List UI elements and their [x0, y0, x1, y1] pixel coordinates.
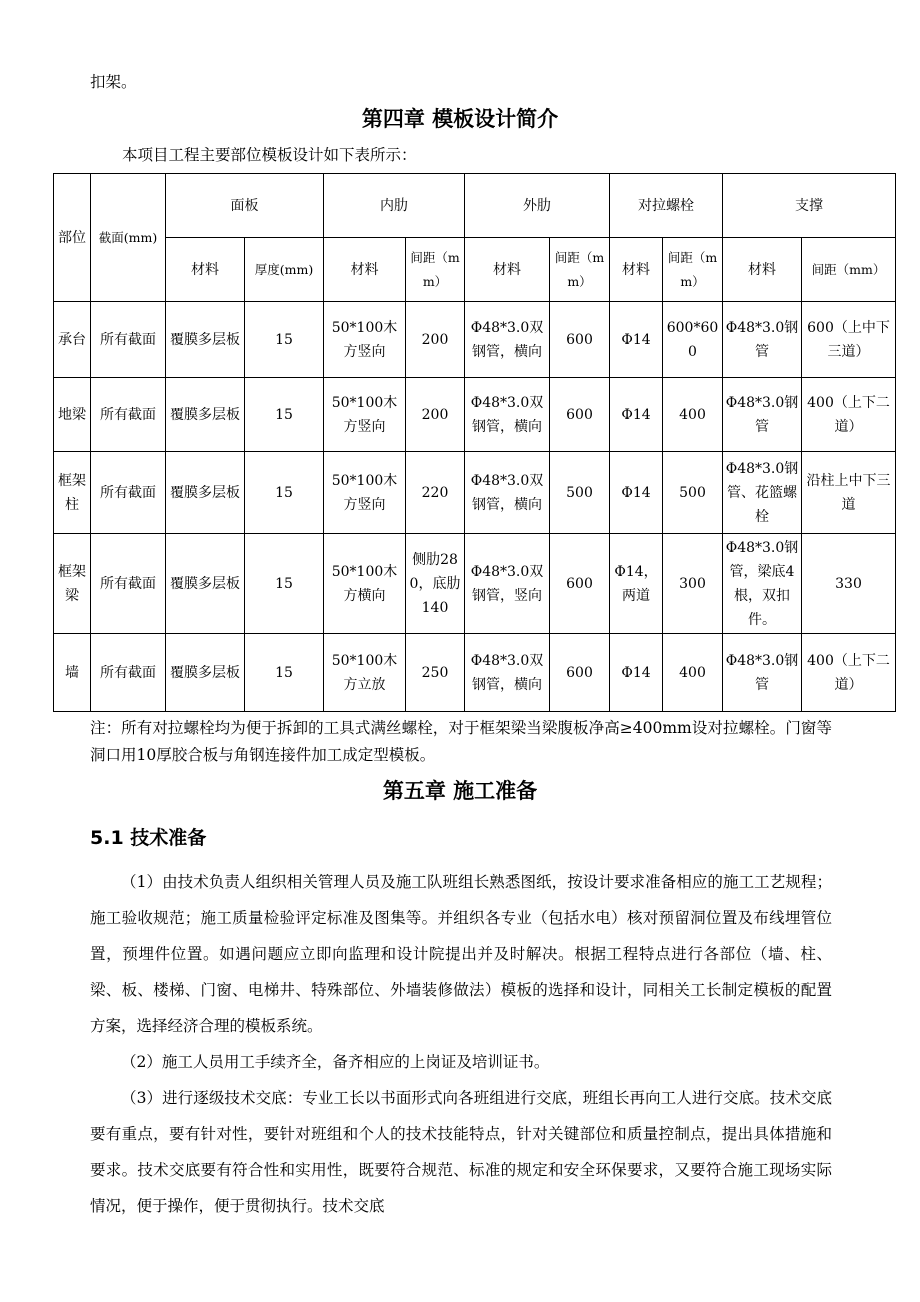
header-inner-spacing: 间距（mm） [406, 238, 465, 302]
header-panel-material: 材料 [166, 238, 245, 302]
header-support: 支撑 [723, 174, 896, 238]
cell-part: 框架柱 [54, 452, 91, 534]
header-bolt-spacing: 间距（mm） [663, 238, 723, 302]
cell-bolt-material: Φ14 [610, 452, 663, 534]
header-panel-thickness: 厚度(mm) [245, 238, 324, 302]
cell-outer-spacing: 600 [550, 302, 610, 378]
table-header-row-2 [54, 238, 896, 302]
header-part: 部位 [54, 174, 91, 302]
cell-support-spacing: 400（上下二道） [802, 378, 896, 452]
chapter-4-intro: 本项目工程主要部位模板设计如下表所示： [122, 146, 417, 164]
cell-bolt-spacing: 400 [663, 378, 723, 452]
cell-support-spacing: 400（上下二道） [802, 634, 896, 712]
cell-bolt-material: Φ14 [610, 634, 663, 712]
cell-outer-material: Φ48*3.0双钢管，竖向 [465, 534, 550, 634]
cell-panel-material: 覆膜多层板 [166, 452, 245, 534]
cell-outer-spacing: 600 [550, 378, 610, 452]
formwork-spec-table [53, 173, 896, 712]
cell-inner-spacing: 侧肋280，底肋140 [406, 534, 465, 634]
cell-inner-material: 50*100木方竖向 [324, 452, 406, 534]
paragraph-1: （1）由技术负责人组织相关管理人员及施工队班组长熟悉图纸，按设计要求准备相应的施工工艺规程；施工验收规范；施工质量检验评定标准及图集等。并组织各专业（包括水电）核对预留洞位置及布线埋管位置，预埋件位置。如遇问题应立即向监理和设计院提出并及时解决。根据工程特点进行各部位（墙、柱、梁、板、楼梯、门窗、电梯井、特殊部位、外墙装修做法）模板的选择和设计，同相关工长制定模板的配置方案，选择经济合理的模板系统。 [90, 873, 832, 1035]
cell-section: 所有截面 [91, 634, 166, 712]
cell-bolt-spacing: 400 [663, 634, 723, 712]
cell-support-spacing: 600（上中下三道） [802, 302, 896, 378]
table-header-row-1 [54, 174, 896, 238]
cell-outer-spacing: 600 [550, 634, 610, 712]
cell-thickness: 15 [245, 302, 324, 378]
cell-inner-material: 50*100木方横向 [324, 534, 406, 634]
cell-section: 所有截面 [91, 302, 166, 378]
header-outer-spacing: 间距（mm） [550, 238, 610, 302]
header-support-spacing: 间距（mm） [802, 238, 896, 302]
cell-bolt-spacing: 300 [663, 534, 723, 634]
chapter-5-title: 第五章 施工准备 [382, 779, 538, 803]
cell-inner-spacing: 220 [406, 452, 465, 534]
table-row [54, 378, 896, 452]
cell-part: 地梁 [54, 378, 91, 452]
cell-inner-spacing: 200 [406, 302, 465, 378]
cell-support-spacing: 沿柱上中下三道 [802, 452, 896, 534]
header-section: 截面(mm) [91, 174, 166, 302]
top-fragment-text: 扣架。 [90, 73, 137, 91]
cell-panel-material: 覆膜多层板 [166, 302, 245, 378]
cell-outer-material: Φ48*3.0双钢管，横向 [465, 452, 550, 534]
cell-inner-spacing: 200 [406, 378, 465, 452]
cell-section: 所有截面 [91, 378, 166, 452]
cell-thickness: 15 [245, 452, 324, 534]
cell-panel-material: 覆膜多层板 [166, 634, 245, 712]
cell-bolt-spacing: 500 [663, 452, 723, 534]
cell-bolt-material: Φ14，两道 [610, 534, 663, 634]
cell-outer-spacing: 600 [550, 534, 610, 634]
cell-support-material: Φ48*3.0钢管，梁底4根，双扣件。 [723, 534, 802, 634]
section-5-1-title: 5.1 技术准备 [90, 827, 207, 849]
cell-support-spacing: 330 [802, 534, 896, 634]
cell-section: 所有截面 [91, 534, 166, 634]
cell-outer-material: Φ48*3.0双钢管，横向 [465, 378, 550, 452]
cell-inner-spacing: 250 [406, 634, 465, 712]
cell-support-material: Φ48*3.0钢管 [723, 634, 802, 712]
cell-part: 承台 [54, 302, 91, 378]
header-inner-rib: 内肋 [324, 174, 465, 238]
table-note: 注：所有对拉螺栓均为便于拆卸的工具式满丝螺栓，对于框架梁当梁腹板净高≥400mm设对拉螺栓。门窗等洞口用10厚胶合板与角钢连接件加工成定型模板。 [90, 719, 832, 764]
cell-thickness: 15 [245, 378, 324, 452]
cell-thickness: 15 [245, 534, 324, 634]
cell-section: 所有截面 [91, 452, 166, 534]
cell-bolt-spacing: 600*600 [663, 302, 723, 378]
table-row [54, 634, 896, 712]
cell-support-material: Φ48*3.0钢管 [723, 302, 802, 378]
paragraph-2: （2）施工人员用工手续齐全，备齐相应的上岗证及培训证书。 [121, 1053, 550, 1071]
header-inner-material: 材料 [324, 238, 406, 302]
cell-panel-material: 覆膜多层板 [166, 378, 245, 452]
cell-inner-material: 50*100木方立放 [324, 634, 406, 712]
cell-outer-material: Φ48*3.0双钢管，横向 [465, 302, 550, 378]
cell-outer-spacing: 500 [550, 452, 610, 534]
table-row [54, 452, 896, 534]
cell-part: 墙 [54, 634, 91, 712]
cell-panel-material: 覆膜多层板 [166, 534, 245, 634]
header-panel: 面板 [166, 174, 324, 238]
header-outer-material: 材料 [465, 238, 550, 302]
cell-bolt-material: Φ14 [610, 302, 663, 378]
paragraph-3: （3）进行逐级技术交底：专业工长以书面形式向各班组进行交底，班组长再向工人进行交底。技术交底要有重点，要有针对性，要针对班组和个人的技术技能特点，针对关键部位和质量控制点，提出具体措施和要求。技术交底要有符合性和实用性，既要符合规范、标准的规定和安全环保要求，又要符合施工现场实际情况，便于操作，便于贯彻执行。技术交底 [90, 1089, 832, 1215]
header-bolt: 对拉螺栓 [610, 174, 723, 238]
cell-bolt-material: Φ14 [610, 378, 663, 452]
header-bolt-material: 材料 [610, 238, 663, 302]
cell-support-material: Φ48*3.0钢管、花篮螺栓 [723, 452, 802, 534]
table-row [54, 302, 896, 378]
header-outer-rib: 外肋 [465, 174, 610, 238]
cell-part: 框架梁 [54, 534, 91, 634]
table-row [54, 534, 896, 634]
chapter-4-title: 第四章 模板设计简介 [361, 107, 559, 131]
cell-inner-material: 50*100木方竖向 [324, 302, 406, 378]
cell-support-material: Φ48*3.0钢管 [723, 378, 802, 452]
cell-thickness: 15 [245, 634, 324, 712]
cell-outer-material: Φ48*3.0双钢管，横向 [465, 634, 550, 712]
header-support-material: 材料 [723, 238, 802, 302]
cell-inner-material: 50*100木方竖向 [324, 378, 406, 452]
